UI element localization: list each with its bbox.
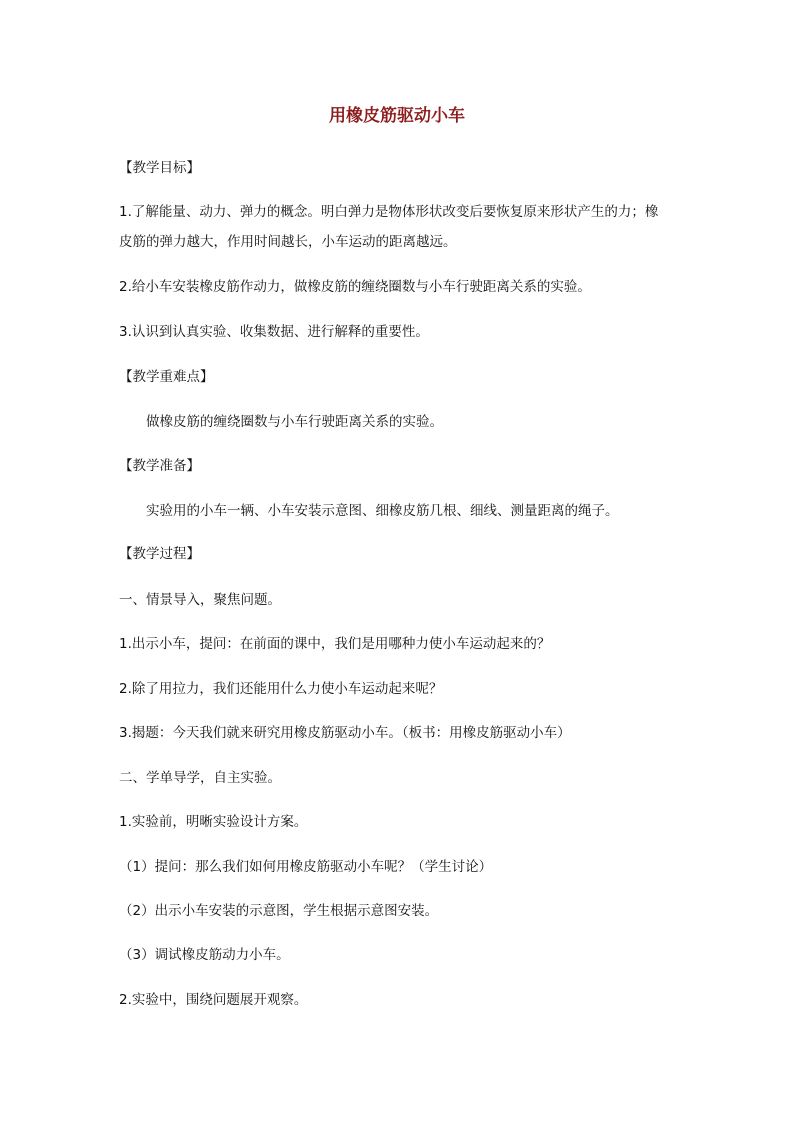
process-part-2-sub-1: （1）提问：那么我们如何用橡皮筋驱动小车呢？（学生讨论）	[119, 859, 493, 875]
process-part-2-sub-2: （2）出示小车安装的示意图，学生根据示意图安装。	[119, 903, 439, 919]
process-part-1: 一、情景导入，聚焦问题。	[119, 592, 281, 608]
goal-1-line-2: 皮筋的弹力越大，作用时间越长，小车运动的距离越远。	[119, 234, 457, 250]
goal-1-line-1: 1.了解能量、动力、弹力的概念。明白弹力是物体形状改变后要恢复原来形状产生的力；橡	[119, 204, 659, 220]
section-heading-key-points: 【教学重难点】	[119, 369, 214, 385]
document-title: 用橡皮筋驱动小车	[329, 106, 465, 126]
key-points-text: 做橡皮筋的缠绕圈数与小车行驶距离关系的实验。	[146, 414, 443, 430]
goal-2: 2.给小车安装橡皮筋作动力，做橡皮筋的缠绕圈数与小车行驶距离关系的实验。	[119, 279, 591, 295]
process-part-2-item-2: 2.实验中，围绕问题展开观察。	[119, 992, 308, 1008]
section-heading-preparation: 【教学准备】	[119, 458, 200, 474]
process-part-1-item-3: 3.揭题：今天我们就来研究用橡皮筋驱动小车。（板书：用橡皮筋驱动小车）	[119, 725, 571, 741]
process-part-2: 二、学单导学，自主实验。	[119, 770, 281, 786]
section-heading-process: 【教学过程】	[119, 546, 200, 562]
preparation-text: 实验用的小车一辆、小车安装示意图、细橡皮筋几根、细线、测量距离的绳子。	[146, 503, 619, 519]
process-part-1-item-2: 2.除了用拉力，我们还能用什么力使小车运动起来呢？	[119, 681, 443, 697]
goal-3: 3.认识到认真实验、收集数据、进行解释的重要性。	[119, 324, 429, 340]
process-part-2-sub-3: （3）调试橡皮筋动力小车。	[119, 947, 290, 963]
process-part-1-item-1: 1.出示小车，提问：在前面的课中，我们是用哪种力使小车运动起来的？	[119, 636, 551, 652]
section-heading-goals: 【教学目标】	[119, 160, 200, 176]
process-part-2-item-1: 1.实验前，明晰实验设计方案。	[119, 814, 308, 830]
